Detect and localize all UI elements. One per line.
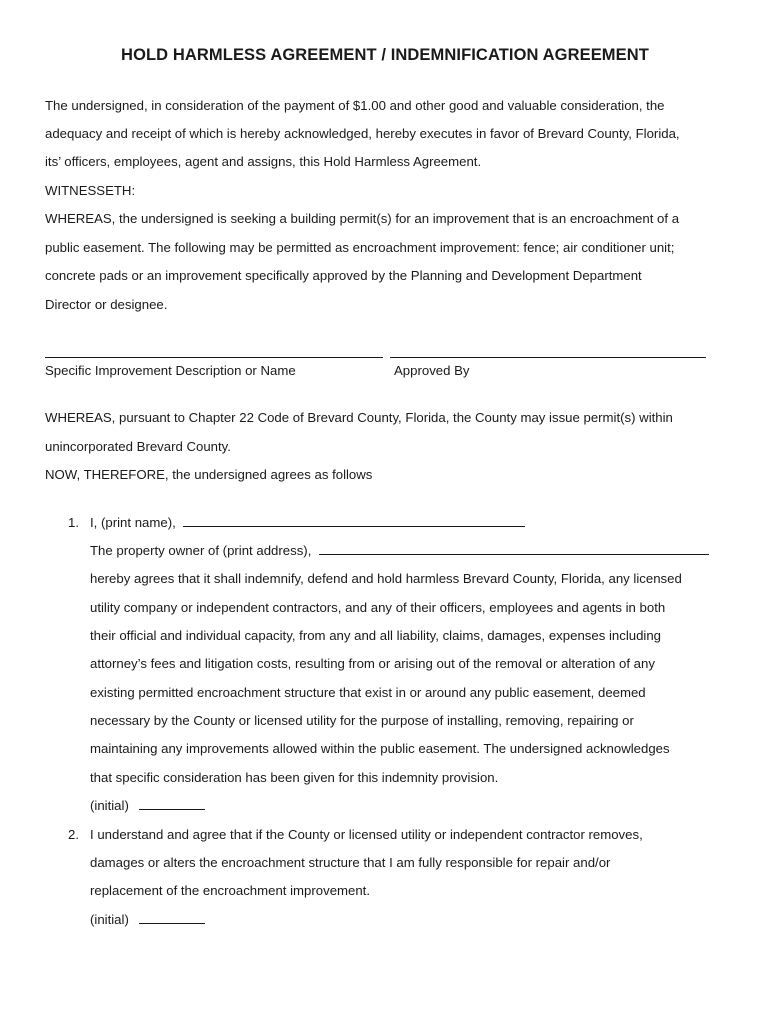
- item-1-line-1: hereby agrees that it shall indemnify, defend and hold harmless Brevard County, Florida, any licensed: [90, 571, 682, 586]
- whereas1-line-2: public easement. The following may be permitted as encroachment improvement: fence; air conditioner unit;: [45, 240, 675, 255]
- intro-line-1: The undersigned, in consideration of the payment of $1.00 and other good and valuable consideration, the: [45, 98, 665, 113]
- whereas1-line-1: WHEREAS, the undersigned is seeking a building permit(s) for an improvement that is an encroachment of a: [45, 211, 680, 226]
- item-1-address-row: [90, 542, 709, 560]
- print-address-field[interactable]: [319, 542, 709, 555]
- item-1-line-5: existing permitted encroachment structure that exist in or around any public easement, deemed: [90, 685, 646, 700]
- approved-by-label: Approved By: [394, 363, 470, 378]
- initial-label: (initial): [90, 912, 129, 927]
- whereas2-line-1: WHEREAS, pursuant to Chapter 22 Code of Brevard County, Florida, the County may issue permit(s) within: [45, 410, 673, 425]
- item-1-initial-row: [90, 797, 205, 815]
- whereas2-line-2: unincorporated Brevard County.: [45, 439, 231, 454]
- now-therefore-line: NOW, THEREFORE, the undersigned agrees as follows: [45, 467, 373, 482]
- item-2-number: 2.: [68, 827, 79, 842]
- print-address-label: The property owner of (print address),: [90, 543, 312, 558]
- improvement-description-label: Specific Improvement Description or Name: [45, 363, 296, 378]
- item-1-number: 1.: [68, 515, 79, 530]
- item-1-line-2: utility company or independent contractors, and any of their officers, employees and agents in both: [90, 600, 666, 615]
- initial-label: (initial): [90, 798, 129, 813]
- item-1-line-4: attorney’s fees and litigation costs, resulting from or arising out of the removal or alteration of any: [90, 656, 655, 671]
- item-2-initial-field[interactable]: [139, 911, 205, 924]
- item-1-line-6: necessary by the County or licensed utility for the purpose of installing, removing, repairing or: [90, 713, 634, 728]
- item-2-line-3: replacement of the encroachment improvement.: [90, 883, 371, 898]
- item-2-line-2: damages or alters the encroachment structure that I am fully responsible for repair and/or: [90, 855, 611, 870]
- witnesseth-heading: WITNESSETH:: [45, 183, 136, 198]
- page-title: HOLD HARMLESS AGREEMENT / INDEMNIFICATION AGREEMENT: [121, 46, 649, 64]
- item-1-line-3: their official and individual capacity, from any and all liability, claims, damages, expenses including: [90, 628, 662, 643]
- whereas1-line-4: Director or designee.: [45, 297, 168, 312]
- item-1-initial-field[interactable]: [139, 797, 205, 810]
- improvement-description-field[interactable]: [45, 357, 383, 358]
- print-name-label: I, (print name),: [90, 515, 176, 530]
- item-2-line-1: I understand and agree that if the County or licensed utility or independent contractor removes,: [90, 827, 643, 842]
- whereas1-line-3: concrete pads or an improvement specifically approved by the Planning and Development Department: [45, 268, 642, 283]
- intro-line-2: adequacy and receipt of which is hereby acknowledged, hereby executes in favor of Brevard County, Florida,: [45, 126, 680, 141]
- item-2-initial-row: [90, 911, 205, 929]
- approved-by-field[interactable]: [390, 357, 706, 358]
- item-1-line-7: maintaining any improvements allowed within the public easement. The undersigned acknowledges: [90, 741, 670, 756]
- intro-line-3: its’ officers, employees, agent and assigns, this Hold Harmless Agreement.: [45, 154, 482, 169]
- item-1-print-name-row: [90, 514, 525, 532]
- print-name-field[interactable]: [183, 514, 525, 527]
- item-1-line-8: that specific consideration has been given for this indemnity provision.: [90, 770, 499, 785]
